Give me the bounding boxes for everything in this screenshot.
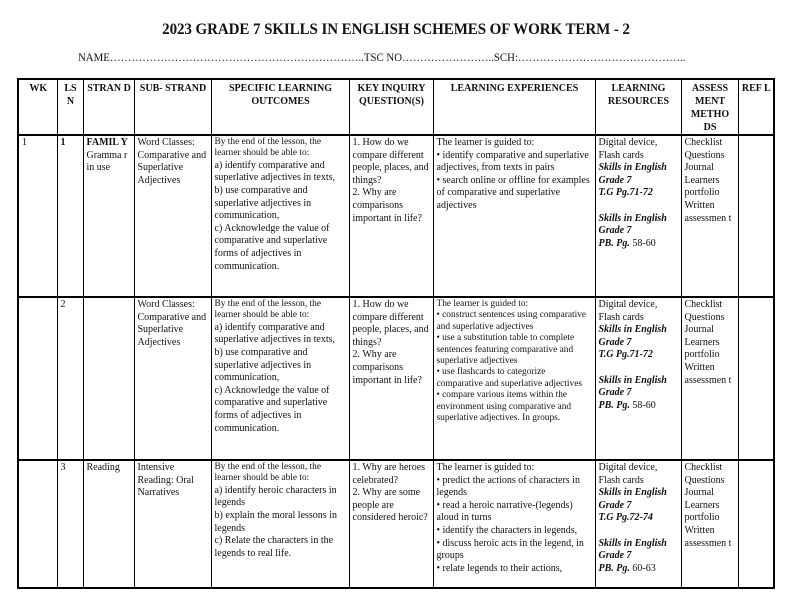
outcome-item: c) Acknowledge the value of comparative and superlative forms of adjectives in communication. (214, 222, 330, 272)
inquiry-question: 2. Why are comparisons important in life? (352, 349, 422, 386)
header-strand: STRAN D (83, 79, 134, 135)
outcome-item: b) explain the moral lessons in legends (214, 510, 337, 534)
assessment-method: Learners portfolio (684, 499, 720, 524)
inquiry-questions-cell (349, 460, 433, 588)
experience-item: • construct sentences using comparative and superlative adjectives (436, 310, 587, 332)
resource-pb-pages: 58-60 (632, 399, 656, 411)
outcome-item: a) identify heroic characters in legends (214, 484, 337, 509)
header-key-inquiry-questions: KEY INQUIRY QUESTION(S) (349, 79, 433, 135)
sub-strand-cell: Word Classes: Comparative and Superlative Adjectives (134, 135, 211, 297)
experience-intro: The learner is guided to: (436, 462, 535, 473)
assessment-method: Learners portfolio (684, 336, 720, 361)
resource-pb-pages: 58-60 (632, 237, 656, 249)
outcome-item: a) identify comparative and superlative adjectives in texts, (214, 159, 336, 184)
sub-strand-cell: Intensive Reading: Oral Narratives (134, 460, 211, 588)
schemes-of-work-table (17, 78, 775, 589)
strand-cell (83, 460, 134, 588)
assessment-methods-cell (681, 135, 738, 297)
outcome-intro: By the end of the lesson, the learner should be able to: (214, 137, 321, 159)
resource-tg-book: Skills in English Grade 7 (598, 162, 667, 186)
resource-pb-label: PB. Pg. (598, 562, 630, 574)
resource-pb-book: Skills in English Grade 7 (598, 212, 667, 237)
resource-plain: Digital device, Flash cards (598, 299, 658, 323)
lesson-cell: 3 (57, 460, 83, 588)
learning-experiences-cell (433, 297, 595, 460)
assessment-method: Questions (684, 311, 725, 323)
inquiry-question: 2. Why are some people are considered heroic? (352, 487, 428, 524)
inquiry-question: 1. How do we compare different people, places, and things? (352, 137, 429, 186)
outcome-item: b) use comparative and superlative adjectives in communication, (214, 185, 312, 222)
strand-cell (83, 135, 134, 297)
specific-outcomes-cell (211, 460, 349, 588)
assessment-methods-cell (681, 460, 738, 588)
outcome-item: a) identify comparative and superlative adjectives in texts, (214, 321, 336, 346)
learning-resources-cell (595, 135, 681, 297)
assessment-method: Written assessmen t (684, 524, 732, 549)
inquiry-questions-cell (349, 297, 433, 460)
learning-experiences-cell (433, 460, 595, 588)
assessment-method: Written assessmen t (684, 361, 732, 386)
resource-tg-ref: T.G Pg.72-74 (598, 512, 653, 524)
experience-intro: The learner is guided to: (436, 299, 529, 309)
document-title: 2023 GRADE 7 SKILLS IN ENGLISH SCHEMES OF WORK TERM - 2 (162, 21, 630, 38)
assessment-method: Checklist (684, 299, 723, 310)
reflection-cell[interactable] (738, 135, 774, 297)
experience-item: • use flashcards to categorize comparative and superlative adjectives (436, 367, 583, 389)
outcome-intro: By the end of the lesson, the learner should be able to: (214, 462, 321, 484)
resource-tg-book: Skills in English Grade 7 (598, 487, 667, 511)
assessment-method: Learners portfolio (684, 174, 720, 199)
week-cell (18, 297, 57, 460)
header-specific-learning-outcomes: SPECIFIC LEARNING OUTCOMES (211, 79, 349, 135)
week-cell (18, 460, 57, 588)
specific-outcomes-cell (211, 135, 349, 297)
resource-pb-label: PB. Pg. (598, 399, 630, 411)
header-lesson: LS N (57, 79, 83, 135)
table-row (18, 297, 774, 460)
assessment-methods-cell (681, 297, 738, 460)
experience-item: • compare various items within the environment using comparative and superlative adjectives. In groups. (436, 390, 572, 424)
resource-tg-ref: T.G Pg.71-72 (598, 187, 653, 199)
learning-resources-cell (595, 297, 681, 460)
table-row (18, 460, 774, 588)
outcome-intro: By the end of the lesson, the learner should be able to: (214, 299, 321, 321)
reflection-cell[interactable] (738, 297, 774, 460)
resource-pb-book: Skills in English Grade 7 (598, 537, 667, 562)
assessment-method: Checklist (684, 137, 723, 148)
resource-pb-book: Skills in English Grade 7 (598, 374, 667, 399)
experience-item: • identify comparative and superlative adjectives, from texts in pairs (436, 149, 589, 174)
experience-intro: The learner is guided to: (436, 137, 535, 148)
experience-item: • search online or offline for examples of comparative and superlative adjectives (436, 174, 590, 211)
resource-tg-book: Skills in English Grade 7 (598, 324, 667, 348)
outcome-item: c) Acknowledge the value of comparative and superlative forms of adjectives in communication. (214, 384, 330, 434)
sub-strand-cell: Word Classes: Comparative and Superlative Adjectives (134, 297, 211, 460)
experience-item: • use a substitution table to complete sentences featuring comparative and superlative adjectives (436, 333, 575, 367)
assessment-method: Journal (684, 487, 714, 499)
header-reflection: REF L (738, 79, 774, 135)
inquiry-question: 1. Why are heroes celebrated? (352, 462, 426, 486)
experience-item: • identify the characters in legends, (436, 524, 578, 536)
outcome-item: b) use comparative and superlative adjectives in communication, (214, 347, 312, 384)
learning-experiences-cell (433, 135, 595, 297)
header-learning-experiences: LEARNING EXPERIENCES (433, 79, 595, 135)
specific-outcomes-cell (211, 297, 349, 460)
inquiry-question: 2. Why are comparisons important in life? (352, 187, 422, 224)
lesson-cell: 1 (57, 135, 83, 297)
header-assessment-methods: ASSESS MENT METHO DS (681, 79, 738, 135)
experience-item: • discuss heroic acts in the legend, in groups (436, 537, 584, 562)
reflection-cell[interactable] (738, 460, 774, 588)
table-row (18, 135, 774, 297)
strand-name: Gramma r in use (86, 149, 128, 174)
resource-plain: Digital device, Flash cards (598, 137, 658, 161)
name-tsc-school-line: NAME……………………………………………………………..TSC NO……………………..SCH:……………………………………….. (78, 52, 686, 64)
assessment-method: Checklist (684, 462, 723, 473)
resource-pb-pages: 60-63 (632, 562, 656, 574)
assessment-method: Questions (684, 149, 725, 161)
experience-item: • relate legends to their actions, (436, 562, 563, 574)
assessment-method: Questions (684, 474, 725, 486)
learning-resources-cell (595, 460, 681, 588)
resource-plain: Digital device, Flash cards (598, 462, 658, 486)
assessment-method: Written assessmen t (684, 199, 732, 224)
header-wk: WK (18, 79, 57, 135)
week-cell: 1 (18, 135, 57, 297)
lesson-cell: 2 (57, 297, 83, 460)
resource-pb-label: PB. Pg. (598, 237, 630, 249)
strand-cell (83, 297, 134, 460)
experience-item: • read a heroic narrative-(legends) aloud in turns (436, 499, 573, 524)
strand-theme: FAMIL Y (86, 137, 128, 148)
assessment-method: Journal (684, 162, 714, 174)
header-sub-strand: SUB- STRAND (134, 79, 211, 135)
resource-tg-ref: T.G Pg.71-72 (598, 349, 653, 361)
strand-name: Reading (86, 462, 120, 473)
outcome-item: c) Relate the characters in the legends to real life. (214, 535, 334, 559)
header-learning-resources: LEARNING RESOURCES (595, 79, 681, 135)
assessment-method: Journal (684, 324, 714, 336)
inquiry-questions-cell (349, 135, 433, 297)
table-header-row (18, 79, 774, 135)
experience-item: • predict the actions of characters in legends (436, 474, 580, 499)
inquiry-question: 1. How do we compare different people, places, and things? (352, 299, 429, 348)
